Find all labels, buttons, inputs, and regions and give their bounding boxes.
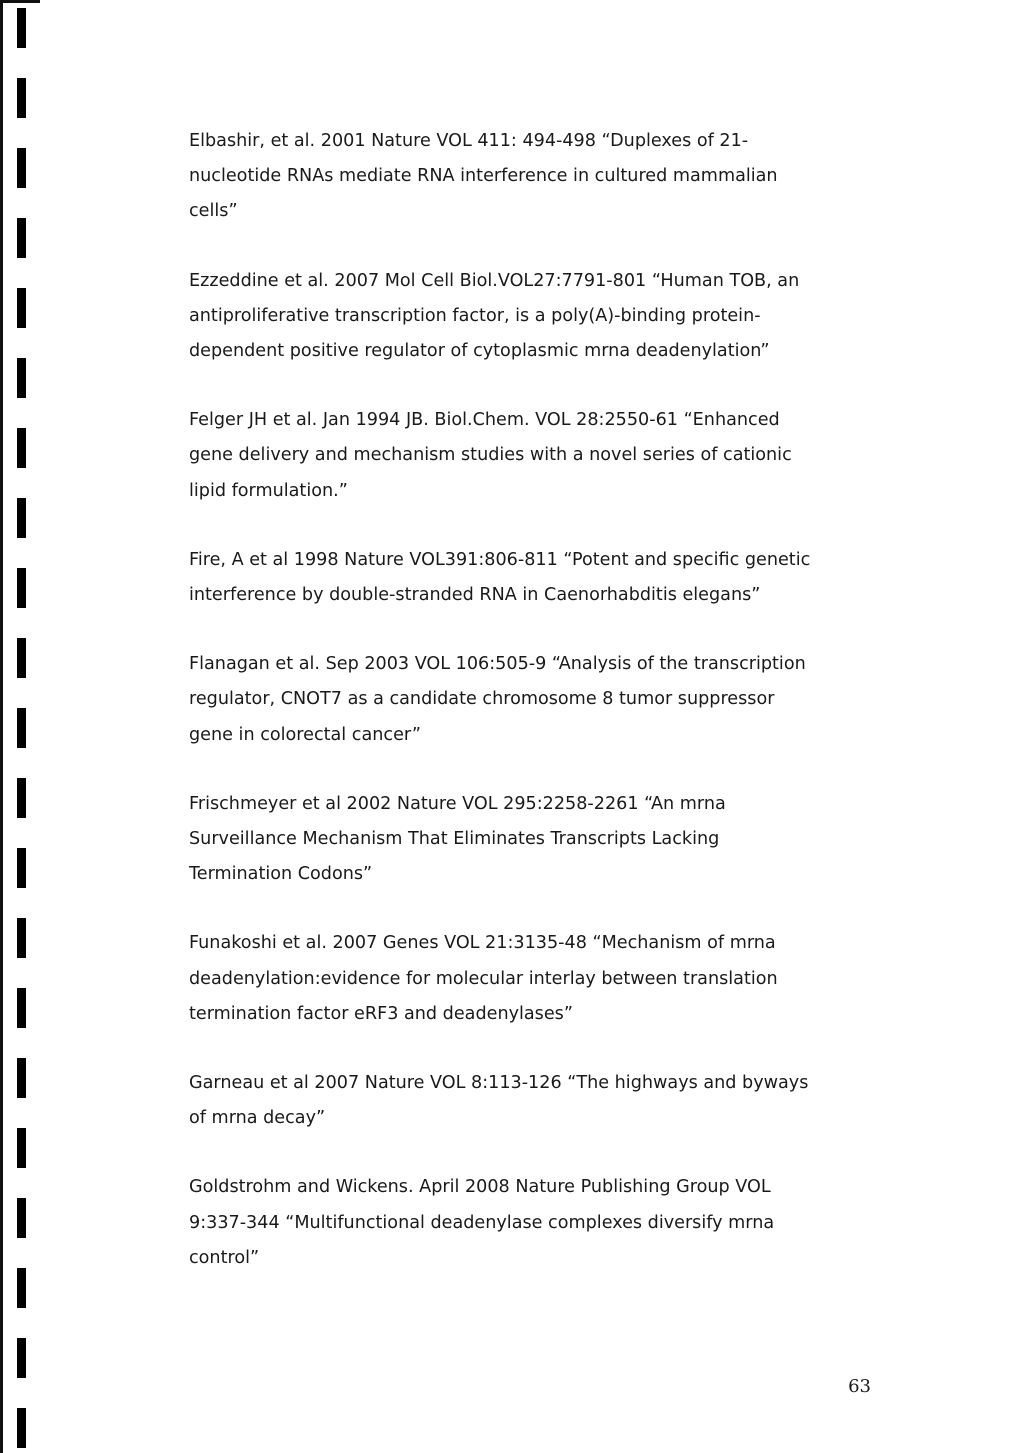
reference-line: Elbashir, et al. 2001 Nature VOL 411: 494-498 “Duplexes of 21- [189, 131, 749, 151]
reference-line: deadenylation:evidence for molecular interlay between translation [189, 968, 778, 989]
reference-entry [189, 264, 889, 370]
top-edge-line [0, 0, 40, 3]
reference-entry [189, 926, 889, 1032]
reference-line: cells” [189, 201, 238, 222]
reference-line: Ezzeddine et al. 2007 Mol Cell Biol.VOL27:7791-801 “Human TOB, an [189, 270, 800, 291]
reference-line: Frischmeyer et al 2002 Nature VOL 295:2258-2261 “An mrna [189, 793, 726, 814]
reference-line: lipid formulation.” [189, 480, 348, 501]
reference-entry [189, 647, 889, 753]
reference-line: nucleotide RNAs mediate RNA interference in cultured mammalian [189, 166, 778, 187]
binder-mark [17, 1338, 26, 1378]
binder-mark [17, 498, 26, 538]
reference-line: 9:337-344 “Multifunctional deadenylase complexes diversify mrna [189, 1212, 775, 1233]
binder-mark [17, 988, 26, 1028]
reference-line: dependent positive regulator of cytoplasmic mrna deadenylation” [189, 341, 770, 362]
page-number: 63 [848, 1376, 871, 1397]
binder-mark [17, 1268, 26, 1308]
reference-line: antiproliferative transcription factor, is a poly(A)-binding protein- [189, 305, 761, 326]
reference-line: interference by double-stranded RNA in Caenorhabditis elegans” [189, 585, 761, 606]
binder-mark [17, 218, 26, 258]
binder-mark [17, 8, 26, 48]
reference-entry [189, 787, 889, 893]
reference-line: Flanagan et al. Sep 2003 VOL 106:505-9 “Analysis of the transcription [189, 654, 806, 675]
reference-line: Funakoshi et al. 2007 Genes VOL 21:3135-48 “Mechanism of mrna [189, 933, 776, 954]
reference-line: regulator, CNOT7 as a candidate chromosome 8 tumor suppressor [189, 689, 775, 710]
binder-mark [17, 638, 26, 678]
binder-mark [17, 1058, 26, 1098]
reference-line: termination factor eRF3 and deadenylases” [189, 1003, 573, 1024]
reference-entry [189, 124, 889, 230]
binder-mark [17, 778, 26, 818]
binder-mark [17, 1128, 26, 1168]
left-edge-line [0, 0, 3, 1453]
binder-mark [17, 358, 26, 398]
reference-list [189, 124, 889, 1310]
binder-mark [17, 568, 26, 608]
reference-line: Termination Codons” [189, 864, 373, 885]
reference-line: Fire, A et al 1998 Nature VOL391:806-811 “Potent and specific genetic [189, 549, 811, 570]
binder-mark [17, 708, 26, 748]
reference-entry [189, 1066, 889, 1136]
binder-mark [17, 848, 26, 888]
binder-mark [17, 288, 26, 328]
binder-mark [17, 1408, 26, 1448]
reference-line: Goldstrohm and Wickens. April 2008 Nature Publishing Group VOL [189, 1177, 771, 1198]
reference-line: of mrna decay” [189, 1108, 326, 1129]
reference-line: control” [189, 1247, 260, 1268]
reference-line: Surveillance Mechanism That Eliminates Transcripts Lacking [189, 829, 720, 850]
binder-marks [0, 0, 40, 1453]
reference-line: Garneau et al 2007 Nature VOL 8:113-126 “The highways and byways [189, 1073, 809, 1094]
binder-mark [17, 918, 26, 958]
binder-mark [17, 428, 26, 468]
reference-line: gene in colorectal cancer” [189, 724, 421, 745]
reference-line: gene delivery and mechanism studies with a novel series of cationic [189, 445, 792, 466]
reference-entry [189, 403, 889, 509]
reference-entry [189, 543, 889, 613]
binder-mark [17, 78, 26, 118]
binder-mark [17, 148, 26, 188]
reference-entry [189, 1170, 889, 1276]
reference-line: Felger JH et al. Jan 1994 JB. Biol.Chem. VOL 28:2550-61 “Enhanced [189, 410, 780, 431]
binder-mark [17, 1198, 26, 1238]
